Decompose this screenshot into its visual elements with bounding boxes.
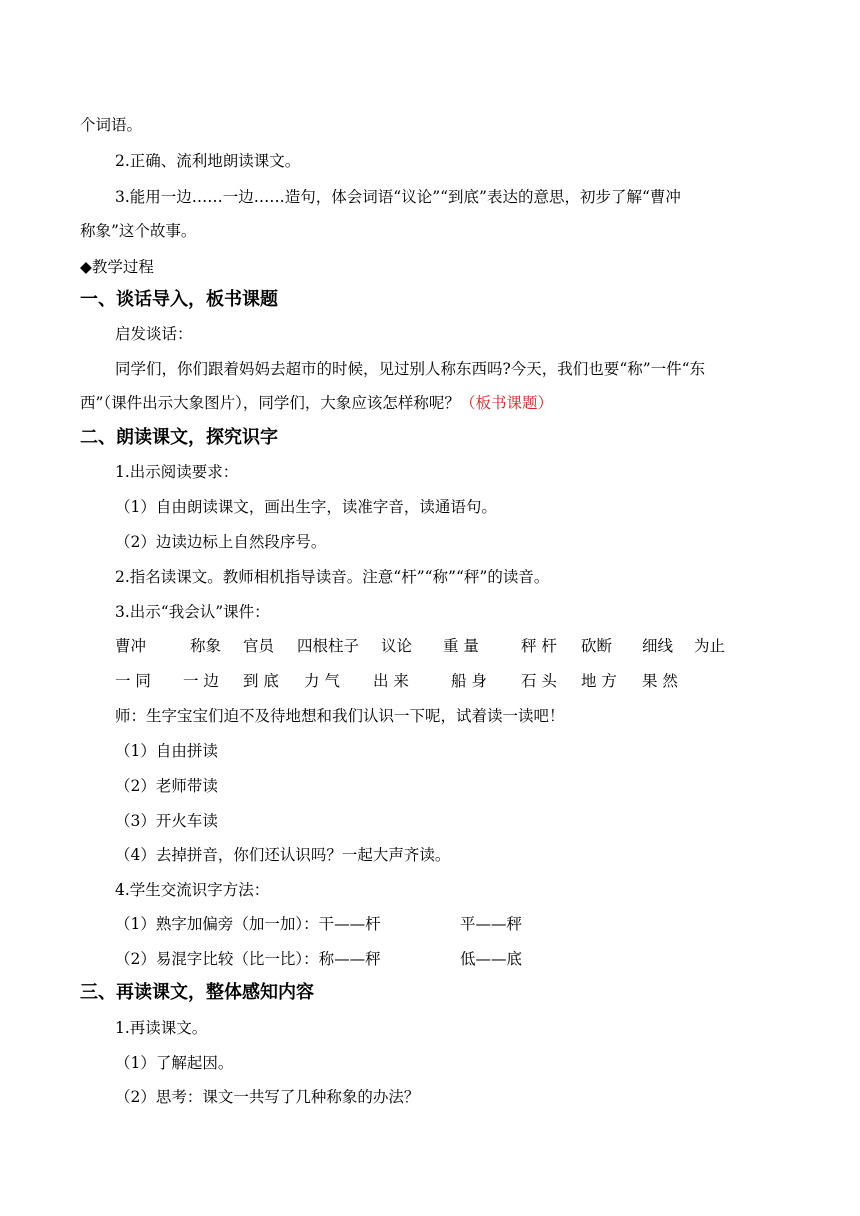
read-step-2: （2）老师带读 xyxy=(115,777,218,795)
section-2-item-2: 2.指名读课文。教师相机指导读音。注意“杆”“称”“秤”的读音。 xyxy=(115,568,550,586)
section-1-para-2-line-2 xyxy=(80,393,553,413)
word-item: 官员 xyxy=(243,637,275,655)
board-title-note: （板书课题） xyxy=(459,394,553,412)
goal-2: 2.正确、流利地朗读课文。 xyxy=(115,152,301,170)
word-item: 一 同 xyxy=(115,672,151,690)
word-item: 力 气 xyxy=(304,672,340,690)
goal-3-line-1: 3.能用一边……一边……造句，体会词语“议论”“到底”表达的意思，初步了解“曹冲 xyxy=(115,188,681,206)
section-2-heading: 二、朗读课文，探究识字 xyxy=(80,427,278,448)
word-item: 地 方 xyxy=(581,672,617,690)
method-1-a: （1）熟字加偏旁（加一加）：干——杆 xyxy=(115,915,381,933)
process-title: 教学过程 xyxy=(91,258,154,276)
goal-3-line-2: 称象”这个故事。 xyxy=(80,222,197,240)
read-step-3: （3）开火车读 xyxy=(115,812,218,830)
diamond-bullet-icon: ◆ xyxy=(80,258,92,276)
section-2-item-4: 4.学生交流识字方法： xyxy=(115,881,270,899)
section-2-item-1b: （2）边读边标上自然段序号。 xyxy=(115,533,327,551)
word-item: 称象 xyxy=(190,637,222,655)
section-3-item-1b: （2）思考：课文一共写了几种称象的办法？ xyxy=(115,1088,420,1106)
word-item: 四根柱子 xyxy=(297,637,360,655)
word-item: 议论 xyxy=(381,637,413,655)
word-item: 砍断 xyxy=(581,637,613,655)
word-item: 细线 xyxy=(642,637,674,655)
section-3-heading: 三、再读课文，整体感知内容 xyxy=(80,982,314,1003)
section-3-item-1: 1.再读课文。 xyxy=(115,1019,208,1037)
teacher-line: 师：生字宝宝们迫不及待地想和我们认识一下呢，试着读一读吧！ xyxy=(115,707,565,725)
process-heading xyxy=(80,257,154,277)
word-item: 船 身 xyxy=(451,672,487,690)
word-item: 曹冲 xyxy=(115,637,147,655)
word-item: 一 边 xyxy=(183,672,219,690)
method-1-b: 平——秤 xyxy=(460,915,523,933)
section-2-item-1a: （1）自由朗读课文，画出生字，读准字音，读通语句。 xyxy=(115,498,497,516)
goal-line-continued: 个词语。 xyxy=(80,116,143,134)
section-1-para-2-line-1: 同学们，你们跟着妈妈去超市的时候，见过别人称东西吗?今天，我们也要“称”一件“东 xyxy=(115,360,706,378)
word-item: 重 量 xyxy=(443,637,479,655)
word-item: 石 头 xyxy=(521,672,557,690)
word-item: 果 然 xyxy=(642,672,678,690)
method-2-a: （2）易混字比较（比一比）：称——秤 xyxy=(115,950,381,968)
section-1-heading: 一、谈话导入，板书课题 xyxy=(80,289,278,310)
section-3-item-1a: （1）了解起因。 xyxy=(115,1054,234,1072)
method-2-b: 低——底 xyxy=(460,950,523,968)
read-step-1: （1）自由拼读 xyxy=(115,742,218,760)
section-2-item-3: 3.出示“我会认”课件： xyxy=(115,603,270,621)
section-1-para-1: 启发谈话： xyxy=(115,325,193,343)
word-item: 出 来 xyxy=(373,672,409,690)
word-item: 为止 xyxy=(694,637,726,655)
section-1-para-2-text: 西”（课件出示大象图片），同学们，大象应该怎样称呢？ xyxy=(80,394,460,412)
word-item: 秤 杆 xyxy=(521,637,557,655)
read-step-4: （4）去掉拼音，你们还认识吗？一起大声齐读。 xyxy=(115,846,451,864)
section-2-item-1: 1.出示阅读要求： xyxy=(115,463,239,481)
word-item: 到 底 xyxy=(243,672,279,690)
